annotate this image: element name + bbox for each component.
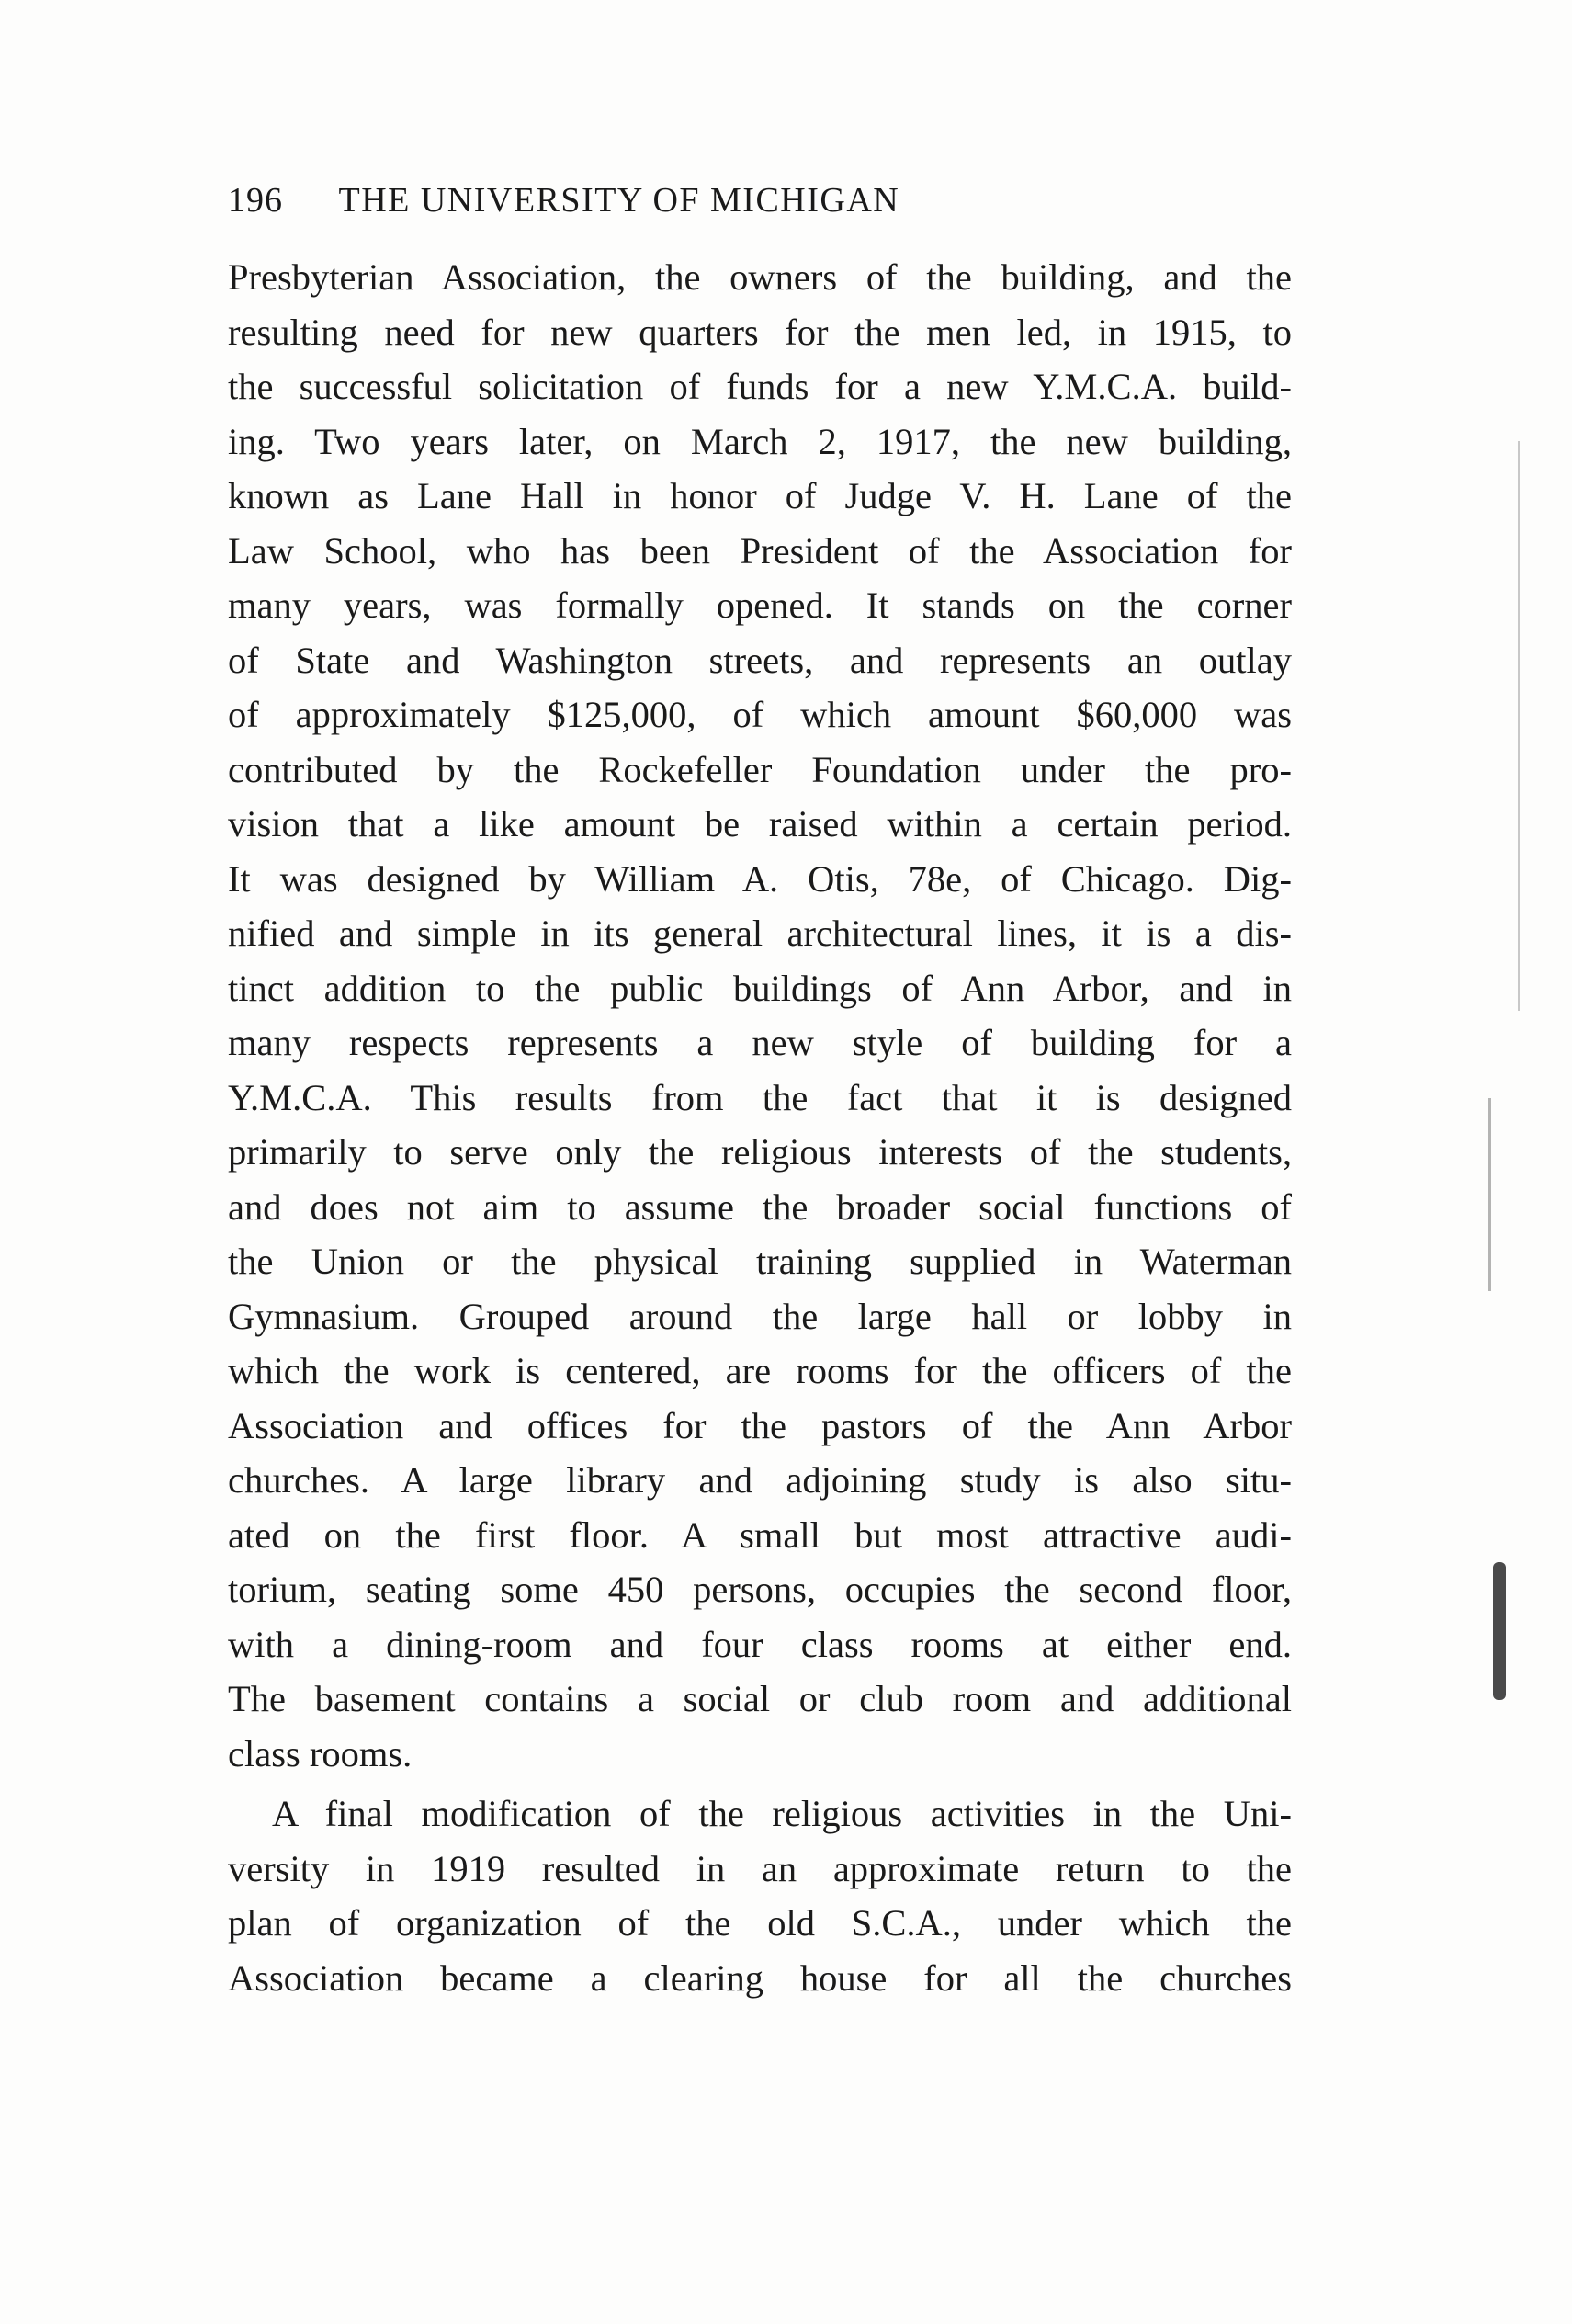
text-line: churches. A large library and adjoining study is also situ- — [228, 1459, 1292, 1501]
scan-artifact — [1493, 1562, 1506, 1700]
body-text — [228, 250, 1292, 2005]
text-line: the Union or the physical training supplied in Waterman — [228, 1241, 1292, 1282]
paragraph-1 — [228, 250, 1292, 1781]
text-line: versity in 1919 resulted in an approximate return to the — [228, 1847, 1292, 1889]
text-line: class rooms. — [228, 1732, 413, 1774]
text-line: Law School, who has been President of the Association for — [228, 529, 1292, 572]
text-line: and does not aim to assume the broader social functions of — [228, 1185, 1292, 1228]
text-line: ated on the first floor. A small but most attractive audi- — [228, 1513, 1292, 1556]
text-line: The basement contains a social or club room and additional — [228, 1678, 1292, 1719]
text-line: with a dining-room and four class rooms at either end. — [228, 1623, 1292, 1665]
text-line: Association became a clearing house for all the churches — [228, 1956, 1292, 1999]
text-line: A final modification of the religious activities in the Uni- — [272, 1793, 1292, 1834]
text-line: Gymnasium. Grouped around the large hall or lobby in — [228, 1295, 1292, 1337]
text-line: which the work is centered, are rooms for the officers of the — [228, 1350, 1292, 1391]
text-line: many respects represents a new style of building for a — [228, 1022, 1292, 1063]
text-line: plan of organization of the old S.C.A., under which the — [228, 1902, 1292, 1944]
page-number: 196 — [228, 181, 283, 220]
text-line: Y.M.C.A. This results from the fact that it is designed — [228, 1076, 1292, 1118]
text-line: of State and Washington streets, and represents an outlay — [228, 639, 1292, 681]
text-line: resulting need for new quarters for the men led, in 1915, to — [228, 311, 1292, 353]
text-line: It was designed by William A. Otis, 78e, of Chicago. Dig- — [228, 857, 1292, 900]
text-line: Presbyterian Association, the owners of the building, and the — [228, 256, 1292, 298]
text-line: torium, seating some 450 persons, occupies the second floor, — [228, 1569, 1292, 1610]
text-line: Association and offices for the pastors of the Ann Arbor — [228, 1404, 1292, 1446]
running-head-title: THE UNIVERSITY OF MICHIGAN — [338, 181, 900, 220]
text-line: many years, was formally opened. It stands on the corner — [228, 584, 1292, 626]
text-line: ing. Two years later, on March 2, 1917, the new building, — [228, 420, 1292, 462]
text-line: nified and simple in its general architectural lines, it is a dis- — [228, 913, 1292, 954]
running-head — [228, 180, 1284, 235]
scan-artifact — [1518, 441, 1520, 1011]
paragraph-2 — [228, 1786, 1292, 2005]
text-line: of approximately $125,000, of which amount $60,000 was — [228, 694, 1292, 735]
text-line: vision that a like amount be raised within a certain period. — [228, 803, 1292, 845]
text-line: contributed by the Rockefeller Foundation under the pro- — [228, 748, 1292, 790]
text-line: the successful solicitation of funds for a new Y.M.C.A. build- — [228, 366, 1292, 407]
text-line: known as Lane Hall in honor of Judge V. H. Lane of the — [228, 475, 1292, 516]
scan-artifact — [1488, 1098, 1491, 1291]
text-line: tinct addition to the public buildings of Ann Arbor, and in — [228, 967, 1292, 1009]
text-line: primarily to serve only the religious interests of the students, — [228, 1131, 1292, 1173]
